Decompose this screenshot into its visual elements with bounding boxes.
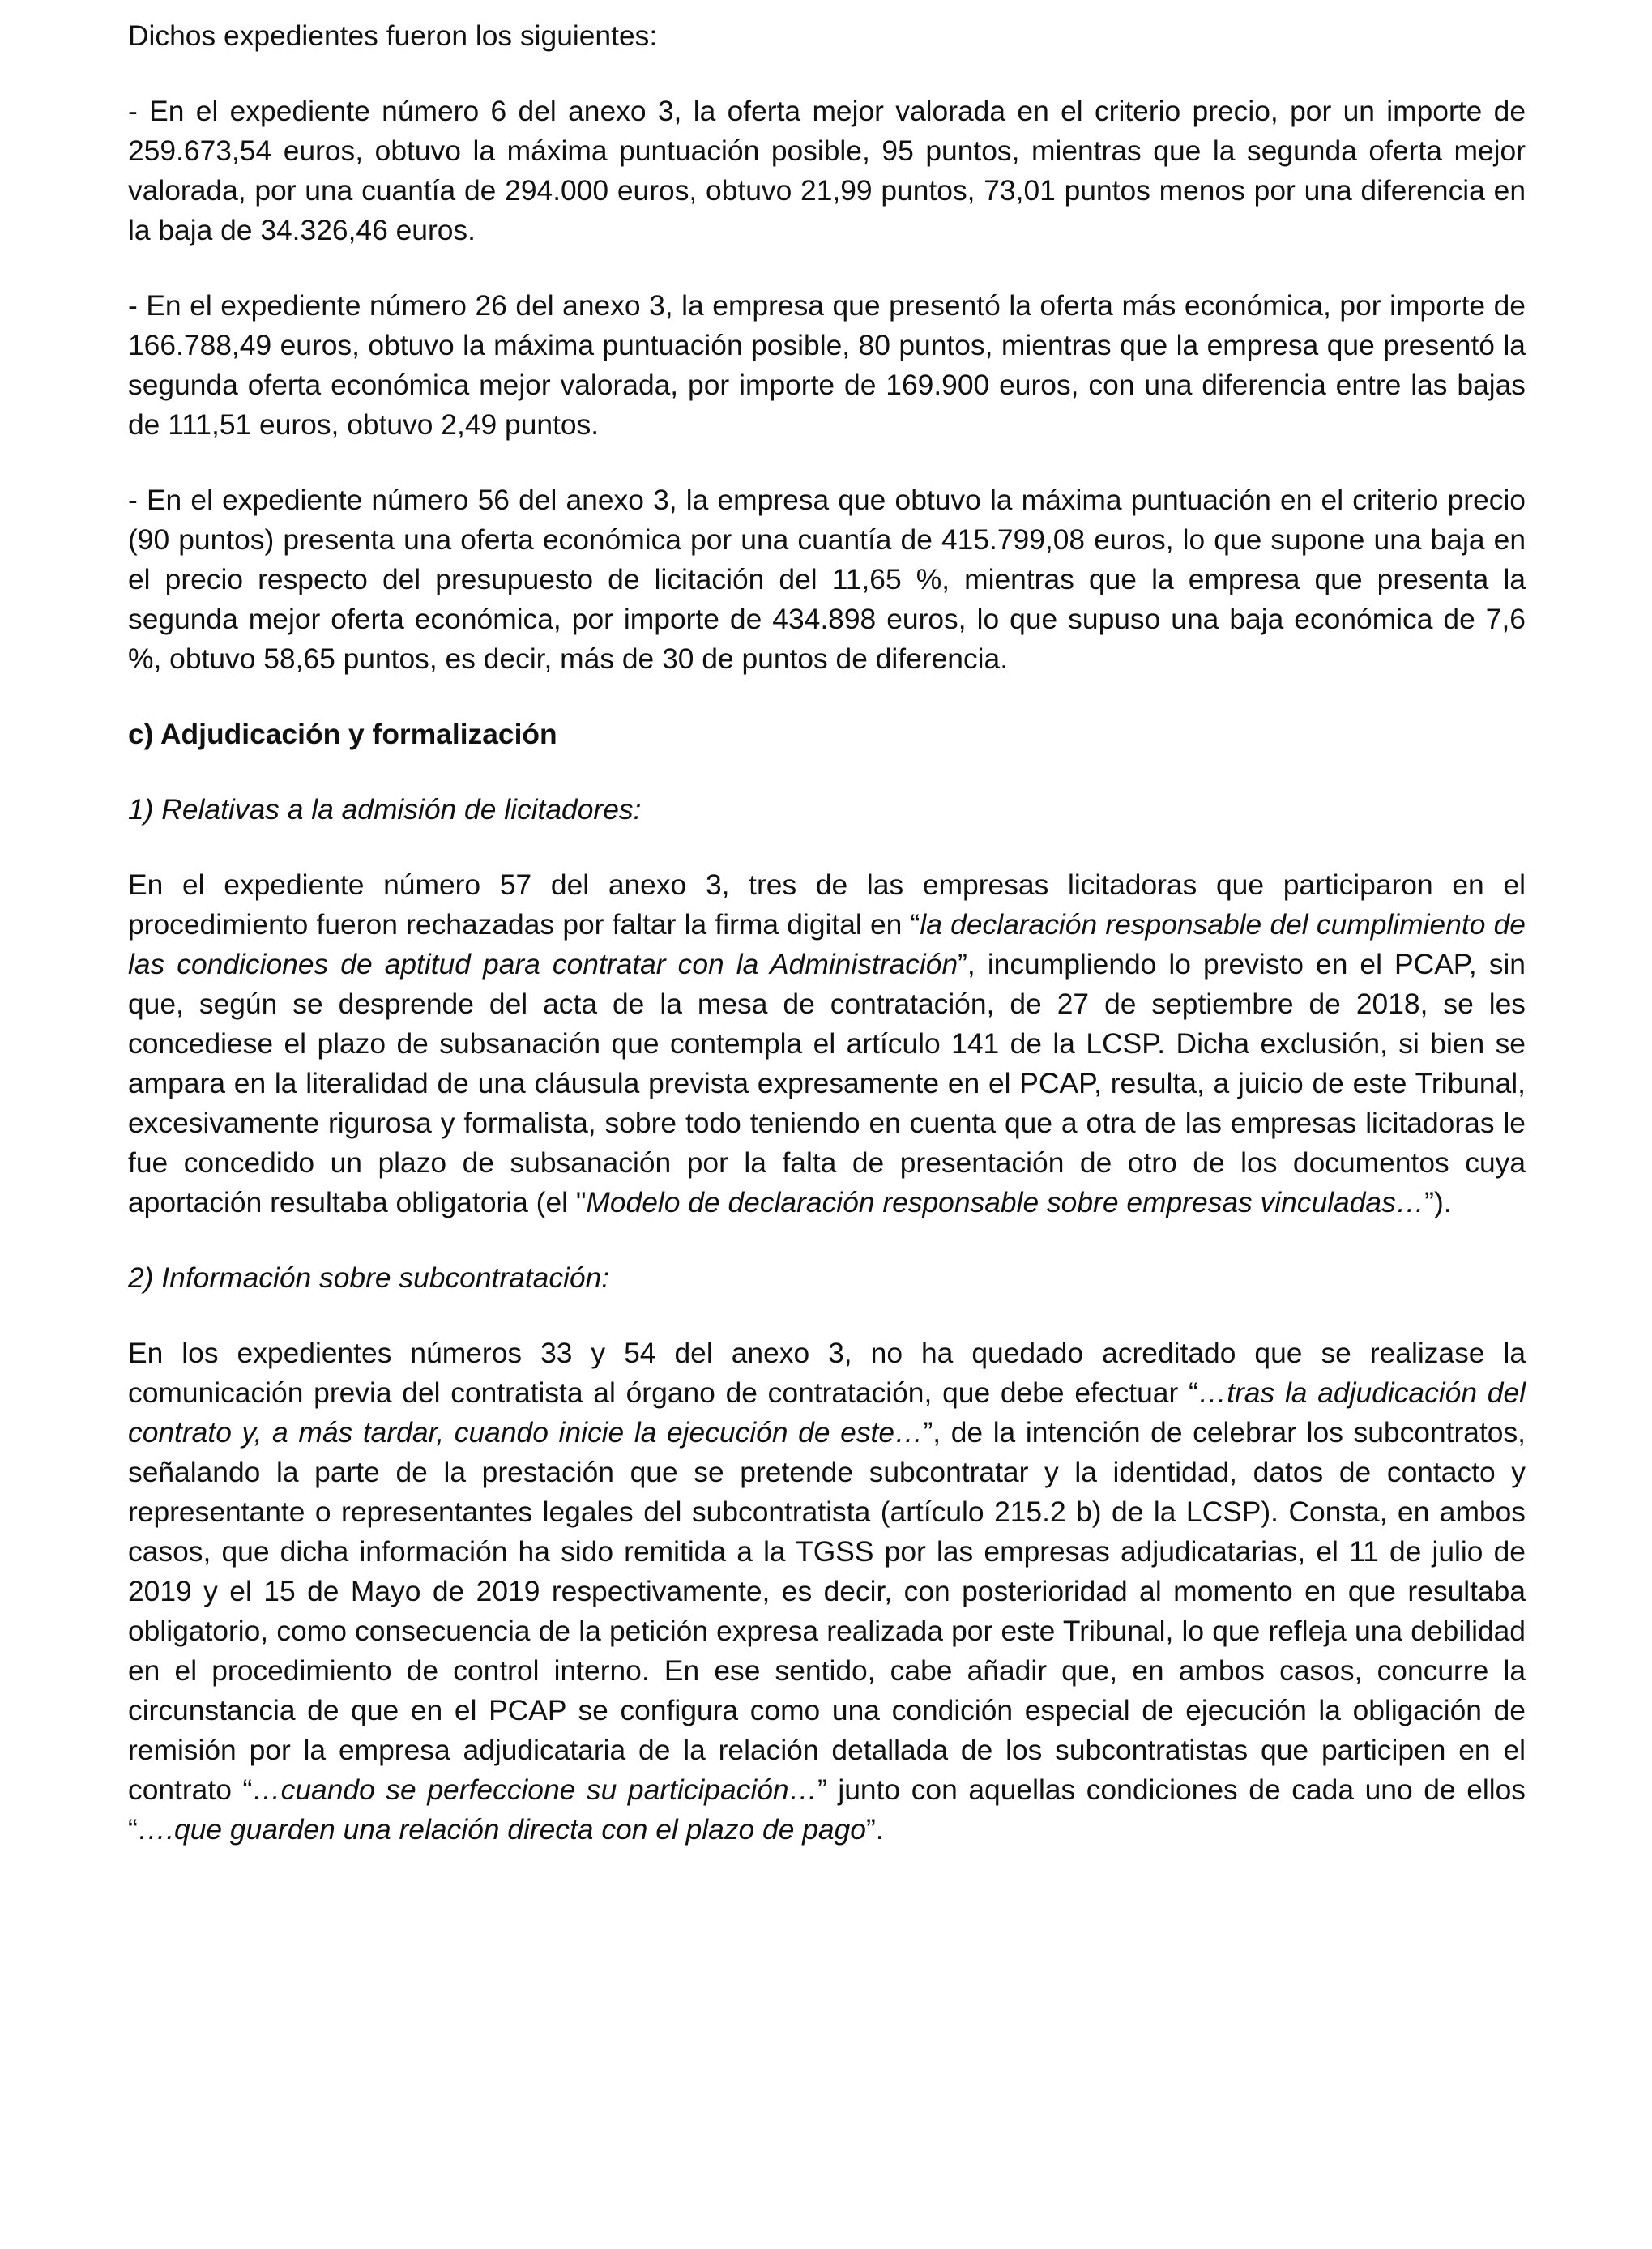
text-run: ”. xyxy=(865,1813,884,1846)
text-run: En el expediente número 57 del anexo 3, tres de las empresas licitadoras que participaron en el procedimiento fueron rechazadas por faltar la firma digital en “ xyxy=(128,868,1526,941)
bullet-paragraph-2: - En el expediente número 26 del anexo 3, la empresa que presentó la oferta más económica, por importe de 166.788,49 euros, obtuvo la máxima puntuación posible, 80 puntos, mientras que la empresa que presentó la segunda oferta económica mejor valorada, por importe de 169.900 euros, con una diferencia entre las bajas de 111,51 euros, obtuvo 2,49 puntos. xyxy=(128,289,1526,441)
text-run: ”, incumpliendo lo previsto en el PCAP, sin que, según se desprende del acta de la mesa de contratación, de 27 de septiembre de 2018, se les concediese el plazo de subsanación que contempla el artículo 141 de la LCSP. Dicha exclusión, si bien se ampara en la literalidad de una cláusula prevista expresamente en el PCAP, resulta, a juicio de este Tribunal, excesivamente rigurosa y formalista, sobre todo teniendo en cuenta que a otra de las empresas licitadoras le fue concedido un plazo de subsanación por la falta de presentación de otro de los documentos cuya aportación resultaba obligatoria (el " xyxy=(128,948,1526,1218)
text-run: ”, de la intención de celebrar los subcontratos, señalando la parte de la prestación que se pretende subcontratar y la identidad, datos de contacto y representante o representantes legales del subcontratista (artículo 215.2 b) de la LCSP). Consta, en ambos casos, que dicha información ha sido remitida a la TGSS por las empresas adjudicatarias, el 11 de julio de 2019 y el 15 de Mayo de 2019 respectivamente, es decir, con posterioridad al momento en que resultaba obligatorio, como consecuencia de la petición expresa realizada por este Tribunal, lo que refleja una debilidad en el procedimiento de control interno. En ese sentido, cabe añadir que, en ambos casos, concurre la circunstancia de que en el PCAP se configura como una condición especial de ejecución la obligación de remisión por la empresa adjudicataria de la relación detallada de los subcontratistas que participen en el contrato “ xyxy=(128,1416,1526,1806)
subsection-2-paragraph xyxy=(128,1334,1526,1850)
subsection-heading-1: 1) Relativas a la admisión de licitadores: xyxy=(128,793,642,826)
text-run: ”). xyxy=(1424,1186,1452,1218)
document-page xyxy=(128,16,1526,1885)
text-run: En los expedientes números 33 y 54 del anexo 3, no ha quedado acreditado que se realizase la comunicación previa del contratista al órgano de contratación, que debe efectuar “ xyxy=(128,1337,1526,1409)
bullet-paragraph-3: - En el expediente número 56 del anexo 3, la empresa que obtuvo la máxima puntuación en el criterio precio (90 puntos) presenta una oferta económica por una cuantía de 415.799,08 euros, lo que supone una baja en el precio respecto del presupuesto de licitación del 11,65 %, mientras que la empresa que presenta la segunda mejor oferta económica, por importe de 434.898 euros, lo que supuso una baja económica de 7,6 %, obtuvo 58,65 puntos, es decir, más de 30 de puntos de diferencia. xyxy=(128,484,1526,675)
italic-quote: ….que guarden una relación directa con el plazo de pago xyxy=(137,1813,866,1846)
bullet-paragraph-1: - En el expediente número 6 del anexo 3, la oferta mejor valorada en el criterio precio, por un importe de 259.673,54 euros, obtuvo la máxima puntuación posible, 95 puntos, mientras que la segunda oferta mejor valorada, por una cuantía de 294.000 euros, obtuvo 21,99 puntos, 73,01 puntos menos por una diferencia en la baja de 34.326,46 euros. xyxy=(128,95,1526,246)
italic-quote: …tras la adjudicación del contrato y, a más tardar, cuando inicie la ejecución de este… xyxy=(128,1376,1526,1449)
italic-quote: …cuando se perfeccione su participación… xyxy=(252,1773,817,1806)
text-run: ” junto con aquellas condiciones de cada uno de ellos “ xyxy=(128,1773,1526,1846)
italic-quote: Modelo de declaración responsable sobre empresas vinculadas… xyxy=(586,1186,1425,1218)
subsection-heading-2: 2) Información sobre subcontratación: xyxy=(128,1261,610,1294)
subsection-1-paragraph xyxy=(128,865,1526,1223)
intro-paragraph: Dichos expedientes fueron los siguientes: xyxy=(128,19,658,52)
italic-quote: la declaración responsable del cumplimiento de las condiciones de aptitud para contratar con la Administración xyxy=(128,908,1526,980)
section-heading: c) Adjudicación y formalización xyxy=(128,718,557,750)
